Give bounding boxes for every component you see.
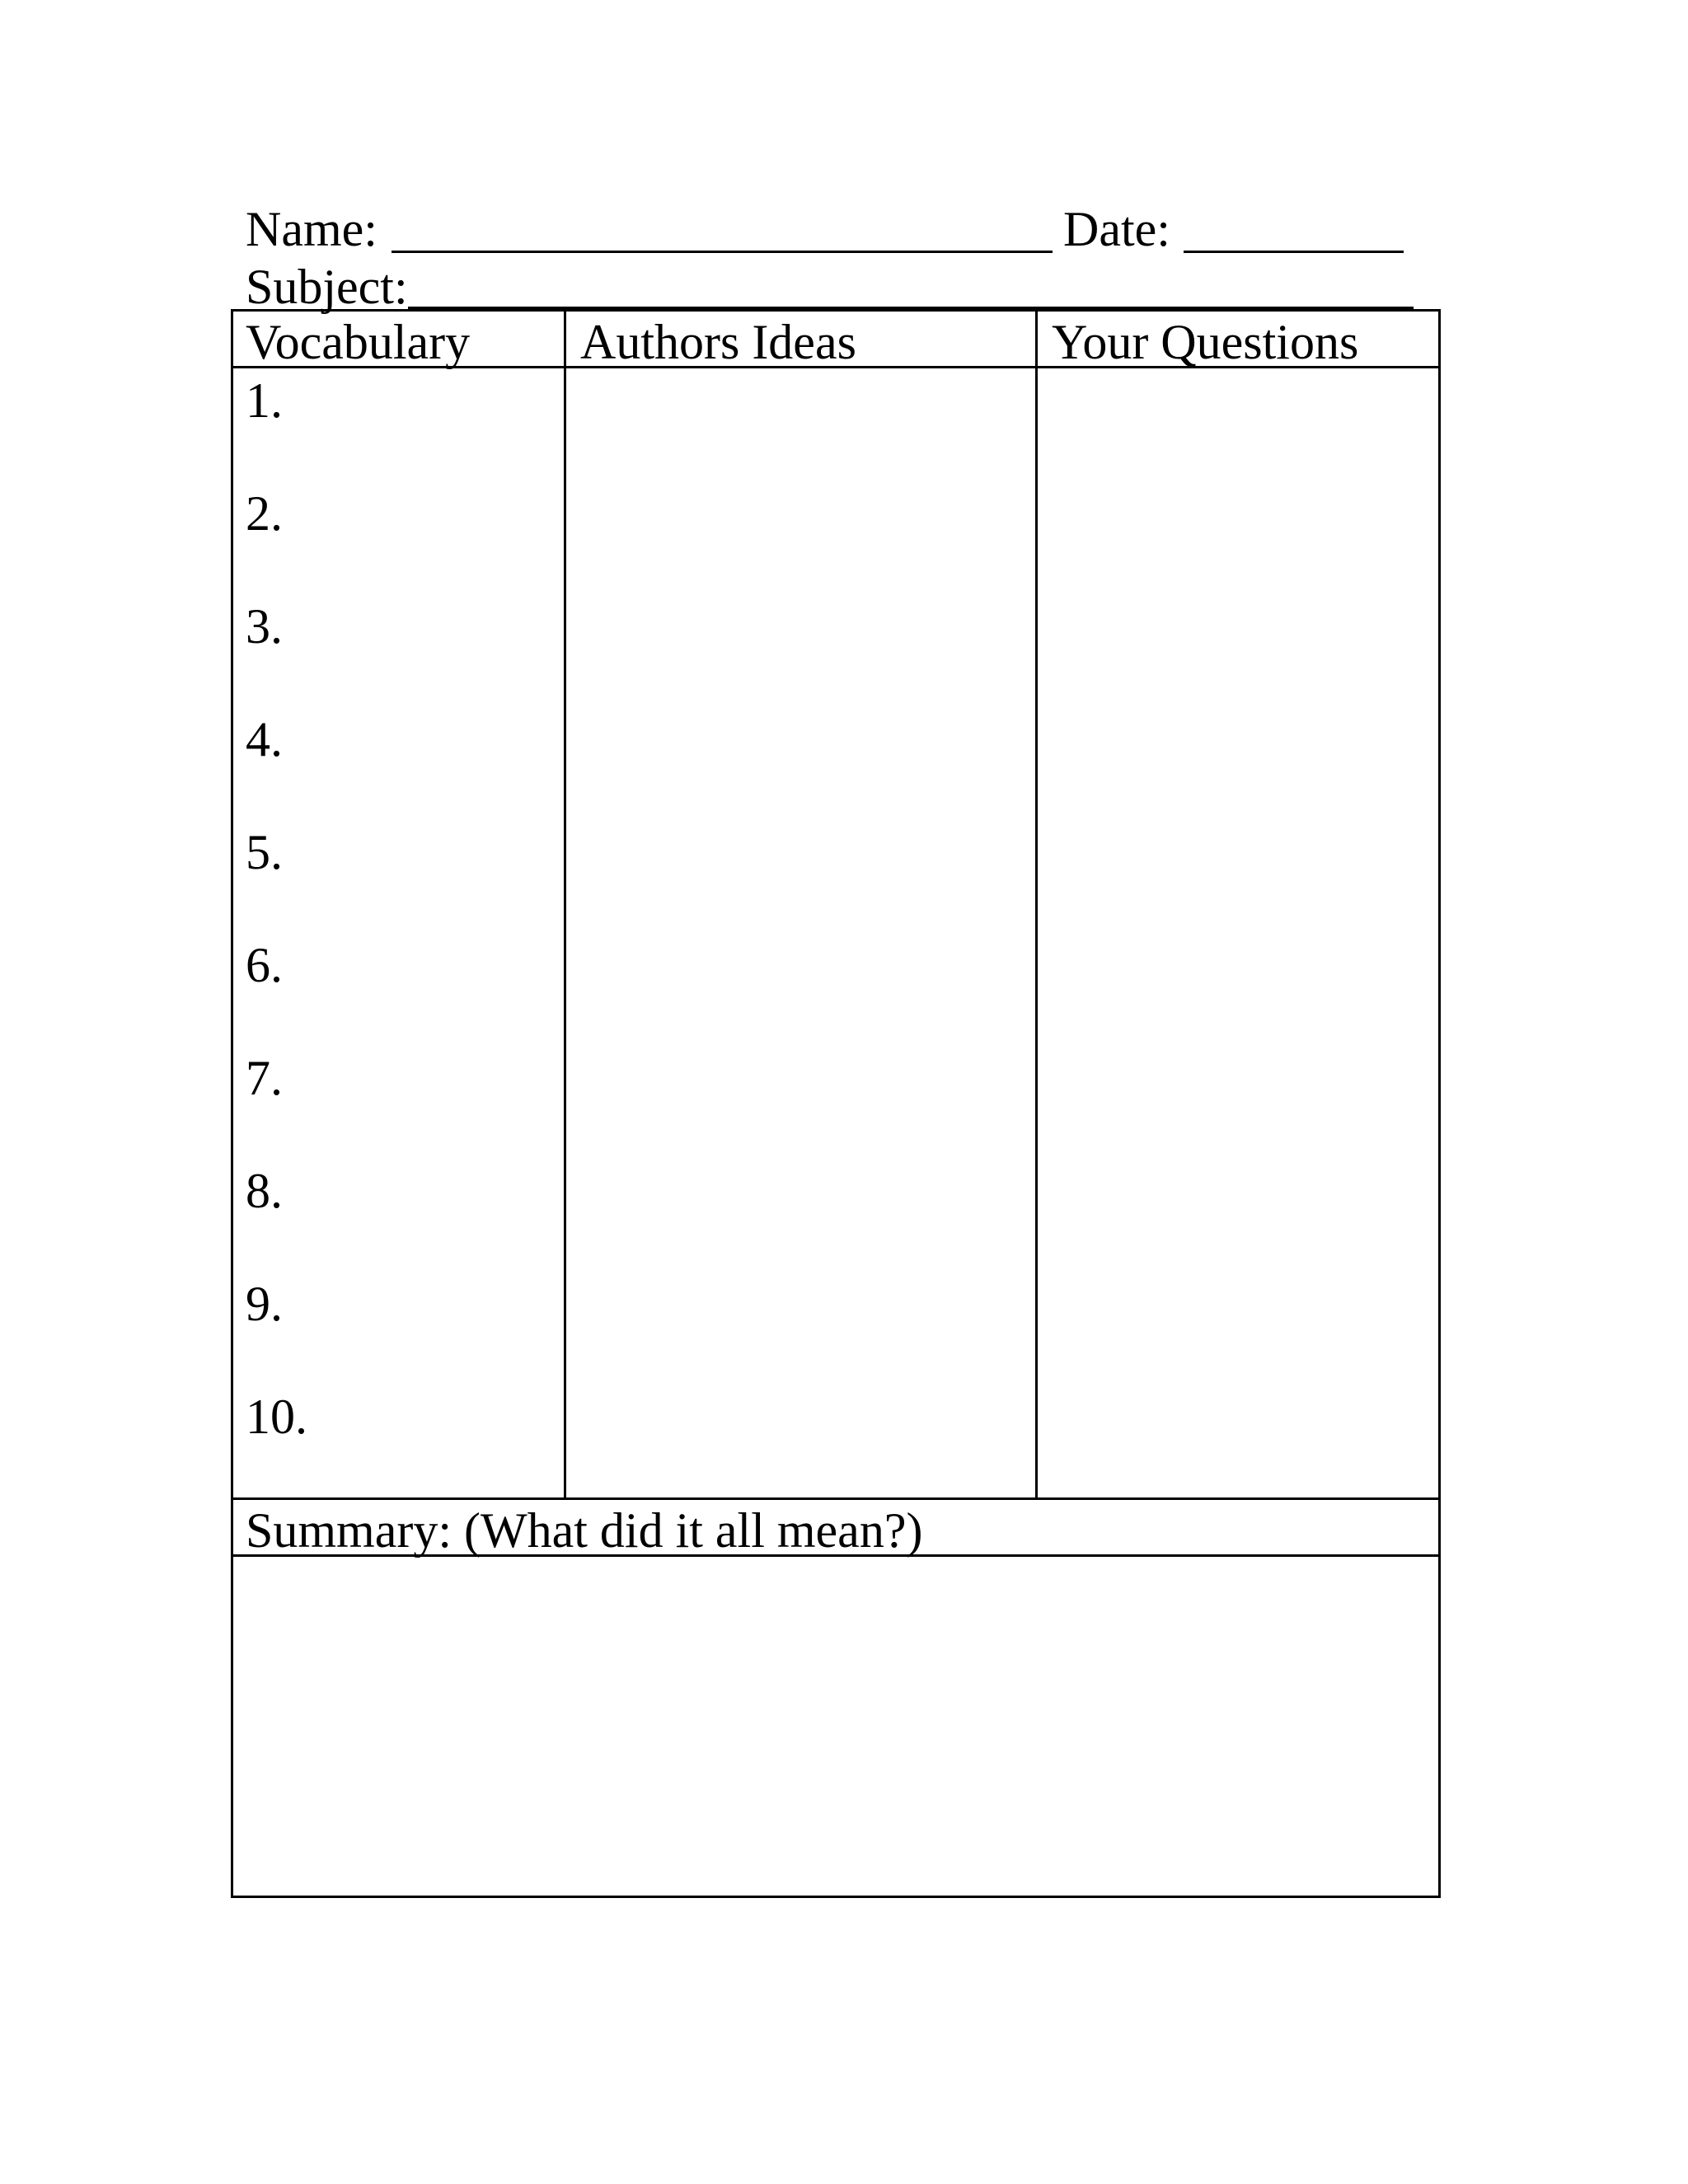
your-questions-entry-area[interactable] (1038, 368, 1438, 1497)
vocabulary-number: 6. (246, 938, 283, 992)
vocabulary-number: 10. (246, 1390, 307, 1444)
vocabulary-number: 9. (246, 1277, 283, 1331)
summary-entry-area[interactable] (233, 1557, 1438, 1896)
vocabulary-number: 4. (246, 712, 283, 766)
vocabulary-number: 3. (246, 599, 283, 654)
subject-label: Subject: (246, 260, 408, 314)
summary-label: Summary: (What did it all mean?) (246, 1503, 923, 1558)
name-label: Name: (246, 202, 377, 256)
date-label: Date: (1063, 202, 1170, 256)
column-heading-authors-ideas: Authors Ideas (580, 315, 856, 369)
vocabulary-number: 2. (246, 486, 283, 541)
summary-top-divider (231, 1497, 1441, 1500)
date-field[interactable] (1184, 251, 1404, 253)
column-heading-your-questions: Your Questions (1052, 315, 1359, 369)
vocabulary-number: 5. (246, 825, 283, 879)
authors-ideas-entry-area[interactable] (566, 368, 1035, 1497)
vocabulary-number: 8. (246, 1164, 283, 1218)
name-field[interactable] (392, 251, 1053, 253)
column-heading-vocabulary: Vocabulary (246, 315, 471, 369)
vocabulary-number: 1. (246, 373, 283, 428)
vocabulary-entry-area[interactable] (233, 368, 564, 1497)
vocabulary-number: 7. (246, 1051, 283, 1105)
